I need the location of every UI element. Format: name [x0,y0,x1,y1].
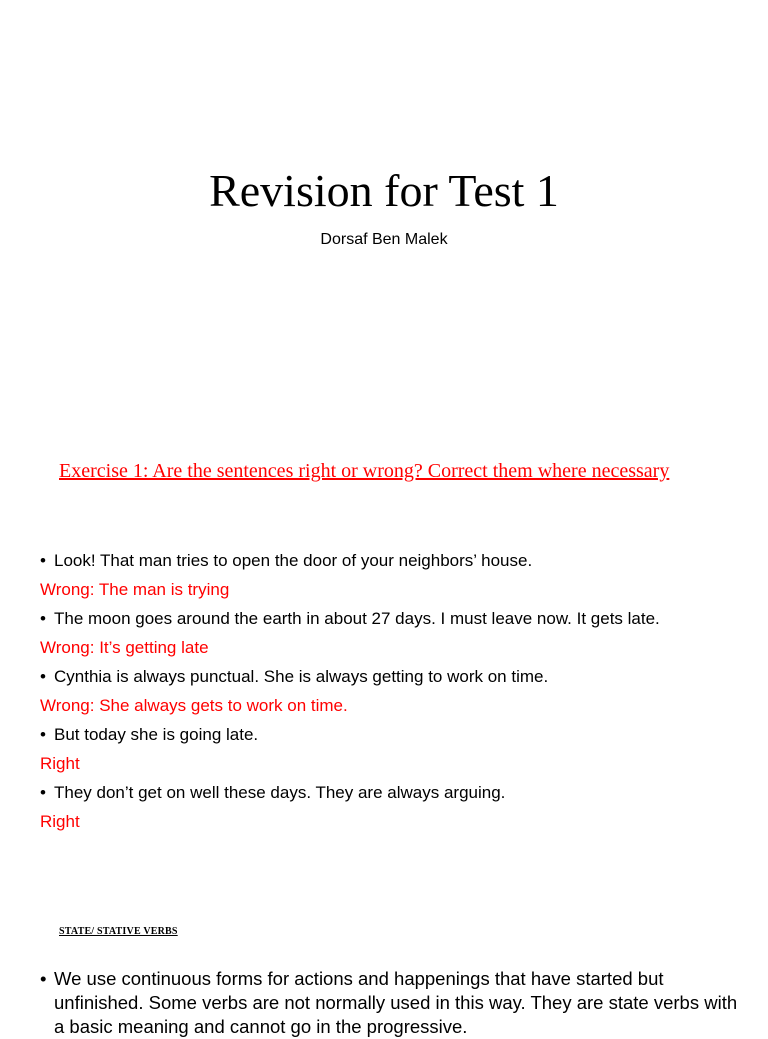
slide-subtitle: Dorsaf Ben Malek [320,231,448,248]
bullet-icon: • [40,667,46,686]
bullet-icon: • [40,725,46,744]
sentence-text: The moon goes around the earth in about 27 days. I must leave now. It gets late. [54,609,660,628]
exercise-list [40,550,755,840]
answer-text: Wrong: It’s getting late [40,638,209,657]
list-item [40,550,755,579]
answer-text: Wrong: She always gets to work on time. [40,696,348,715]
exercise-heading: Exercise 1: Are the sentences right or wrong? Correct them where necessary [59,460,670,482]
bullet-icon: • [40,783,46,802]
list-item [40,666,755,695]
bullet-icon: • [40,609,46,628]
answer-text: Right [40,754,80,773]
sentence-text: Cynthia is always punctual. She is always getting to work on time. [54,667,549,686]
slide-title: Revision for Test 1 [209,165,559,216]
list-item [40,608,755,637]
stative-verbs-slide [0,868,768,1037]
bullet-icon: • [40,551,46,570]
sentence-text: Look! That man tries to open the door of your neighbors’ house. [54,551,533,570]
exercise-slide [0,424,768,868]
section-heading: STATE/ STATIVE VERBS [59,926,178,937]
bullet-icon: • [40,968,47,989]
sentence-text: They don’t get on well these days. They are always arguing. [54,783,506,802]
answer-text: Right [40,812,80,831]
sentence-text: But today she is going late. [54,725,259,744]
list-item [40,782,755,811]
title-slide [0,0,768,424]
answer-text: Wrong: The man is trying [40,580,230,599]
list-item [40,724,755,753]
bullet-text: We use continuous forms for actions and happenings that have started but unfinished. Some verbs are not normally used in this way. They are state verbs with a basic meaning and cannot go in the progressive. [54,968,738,1037]
list-item [40,967,740,1039]
